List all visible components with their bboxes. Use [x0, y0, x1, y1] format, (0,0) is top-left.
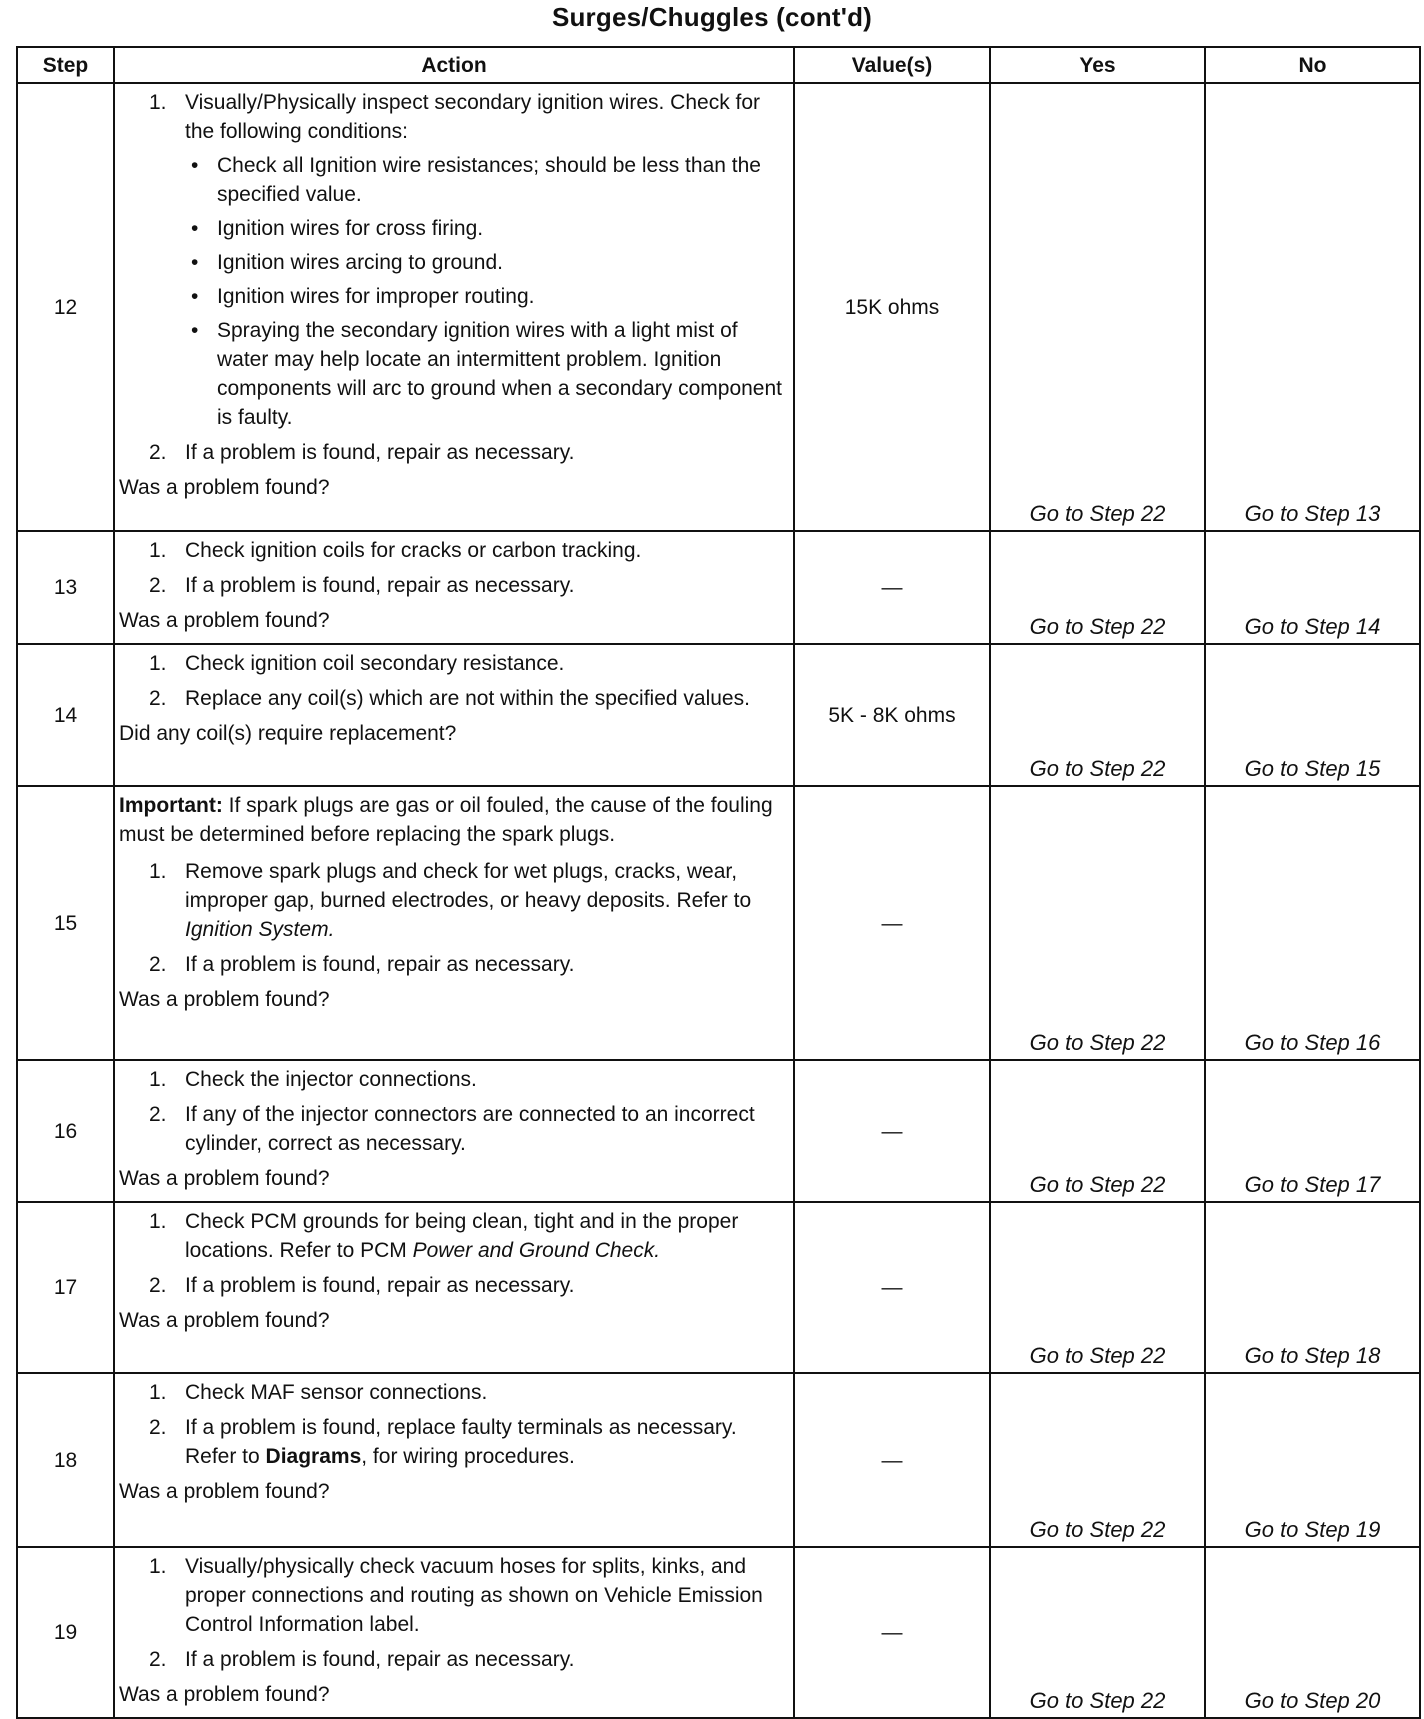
action-item: 2. If a problem is found, repair as necessary.: [119, 1271, 787, 1300]
question-text: Was a problem found?: [119, 1683, 330, 1706]
action-cell: [114, 786, 794, 1060]
action-item: 2. If a problem is found, repair as necessary.: [119, 571, 787, 600]
action-item: 1. Visually/Physically inspect secondary ignition wires. Check for the following conditions: • Check all Ignition wire resistances; should be less than the specified value. • Ignition wires for cross firing. • Ignition wires arcing to ground. • Ignition wires for improper routing. • Spraying the secondary ignition wires with a light mist of water may help locate an intermittent problem. Ignition components will arc to ground when a secondary component is faulty.: [119, 88, 787, 432]
action-item: 2. If a problem is found, replace faulty terminals as necessary. Refer to Diagrams, for wiring procedures.: [119, 1413, 787, 1471]
value-cell: —: [794, 786, 990, 1060]
action-cell: [114, 1547, 794, 1718]
diagnostic-table: [16, 46, 1421, 1719]
value-cell: —: [794, 1202, 990, 1373]
action-item: 1. Check ignition coil secondary resistance.: [119, 649, 787, 678]
action-item: 2. If a problem is found, repair as necessary.: [119, 950, 787, 979]
value-cell: —: [794, 1060, 990, 1202]
question-text: Was a problem found?: [119, 1480, 330, 1503]
step-number: 16: [17, 1060, 114, 1202]
table-row: [17, 786, 1420, 1060]
no-goto: Go to Step 14: [1205, 531, 1420, 644]
step-number: 15: [17, 786, 114, 1060]
yes-goto: Go to Step 22: [990, 531, 1205, 644]
bullet-item: • Ignition wires arcing to ground.: [185, 248, 787, 277]
reference-link: Diagrams: [265, 1445, 362, 1468]
step-number: 12: [17, 83, 114, 531]
no-goto: Go to Step 16: [1205, 786, 1420, 1060]
question-text: Was a problem found?: [119, 1167, 330, 1190]
bullet-item: • Ignition wires for cross firing.: [185, 214, 787, 243]
table-row: [17, 1060, 1420, 1202]
yes-goto: Go to Step 22: [990, 1060, 1205, 1202]
reference-link: Ignition System.: [185, 918, 335, 941]
no-goto: Go to Step 15: [1205, 644, 1420, 786]
action-cell: [114, 1202, 794, 1373]
no-goto: Go to Step 17: [1205, 1060, 1420, 1202]
action-cell: [114, 531, 794, 644]
yes-goto: Go to Step 22: [990, 1547, 1205, 1718]
header-action: Action: [114, 47, 794, 83]
action-cell: [114, 644, 794, 786]
value-cell: —: [794, 1373, 990, 1547]
question-text: Was a problem found?: [119, 609, 330, 632]
action-cell: [114, 83, 794, 531]
header-values: Value(s): [794, 47, 990, 83]
table-row: [17, 1373, 1420, 1547]
value-cell: —: [794, 531, 990, 644]
important-label: Important:: [119, 794, 223, 817]
bullet-item: • Ignition wires for improper routing.: [185, 282, 787, 311]
question-text: Was a problem found?: [119, 1309, 330, 1332]
action-item: 1. Check ignition coils for cracks or carbon tracking.: [119, 536, 787, 565]
table-row: [17, 1547, 1420, 1718]
yes-goto: Go to Step 22: [990, 644, 1205, 786]
reference-link: Power and Ground Check.: [412, 1239, 661, 1262]
action-item: 1. Check PCM grounds for being clean, tight and in the proper locations. Refer to PCM Power and Ground Check.: [119, 1207, 787, 1265]
action-cell: [114, 1373, 794, 1547]
bullet-item: • Spraying the secondary ignition wires with a light mist of water may help locate an intermittent problem. Ignition components will arc to ground when a secondary component is faulty.: [185, 316, 787, 432]
step-number: 17: [17, 1202, 114, 1373]
value-cell: —: [794, 1547, 990, 1718]
step-number: 19: [17, 1547, 114, 1718]
table-row: [17, 83, 1420, 531]
no-goto: Go to Step 20: [1205, 1547, 1420, 1718]
important-note: Important: If spark plugs are gas or oil fouled, the cause of the fouling must be determined before replacing the spark plugs.: [119, 794, 773, 846]
bullet-item: • Check all Ignition wire resistances; should be less than the specified value.: [185, 151, 787, 209]
action-item: 1. Remove spark plugs and check for wet plugs, cracks, wear, improper gap, burned electrodes, or heavy deposits. Refer to Ignition System.: [119, 857, 787, 944]
header-no: No: [1205, 47, 1420, 83]
step-number: 18: [17, 1373, 114, 1547]
table-row: [17, 1202, 1420, 1373]
yes-goto: Go to Step 22: [990, 786, 1205, 1060]
action-item: 1. Visually/physically check vacuum hoses for splits, kinks, and proper connections and routing as shown on Vehicle Emission Control Information label.: [119, 1552, 787, 1639]
step-number: 13: [17, 531, 114, 644]
header-step: Step: [17, 47, 114, 83]
question-text: Was a problem found?: [119, 988, 330, 1011]
value-cell: 15K ohms: [794, 83, 990, 531]
step-number: 14: [17, 644, 114, 786]
yes-goto: Go to Step 22: [990, 1202, 1205, 1373]
question-text: Did any coil(s) require replacement?: [119, 722, 457, 745]
yes-goto: Go to Step 22: [990, 83, 1205, 531]
question-text: Was a problem found?: [119, 476, 330, 499]
action-item: 2. If a problem is found, repair as necessary.: [119, 438, 787, 467]
page-title: Surges/Chuggles (cont'd): [551, 2, 873, 32]
action-item: 2. If a problem is found, repair as necessary.: [119, 1645, 787, 1674]
header-yes: Yes: [990, 47, 1205, 83]
no-goto: Go to Step 19: [1205, 1373, 1420, 1547]
table-header-row: [17, 47, 1420, 83]
no-goto: Go to Step 13: [1205, 83, 1420, 531]
action-item: 2. Replace any coil(s) which are not within the specified values.: [119, 684, 787, 713]
action-item: 1. Check the injector connections.: [119, 1065, 787, 1094]
table-row: [17, 644, 1420, 786]
no-goto: Go to Step 18: [1205, 1202, 1420, 1373]
action-item: 2. If any of the injector connectors are connected to an incorrect cylinder, correct as necessary.: [119, 1100, 787, 1158]
table-row: [17, 531, 1420, 644]
yes-goto: Go to Step 22: [990, 1373, 1205, 1547]
action-cell: [114, 1060, 794, 1202]
action-item: 1. Check MAF sensor connections.: [119, 1378, 787, 1407]
value-cell: 5K - 8K ohms: [794, 644, 990, 786]
